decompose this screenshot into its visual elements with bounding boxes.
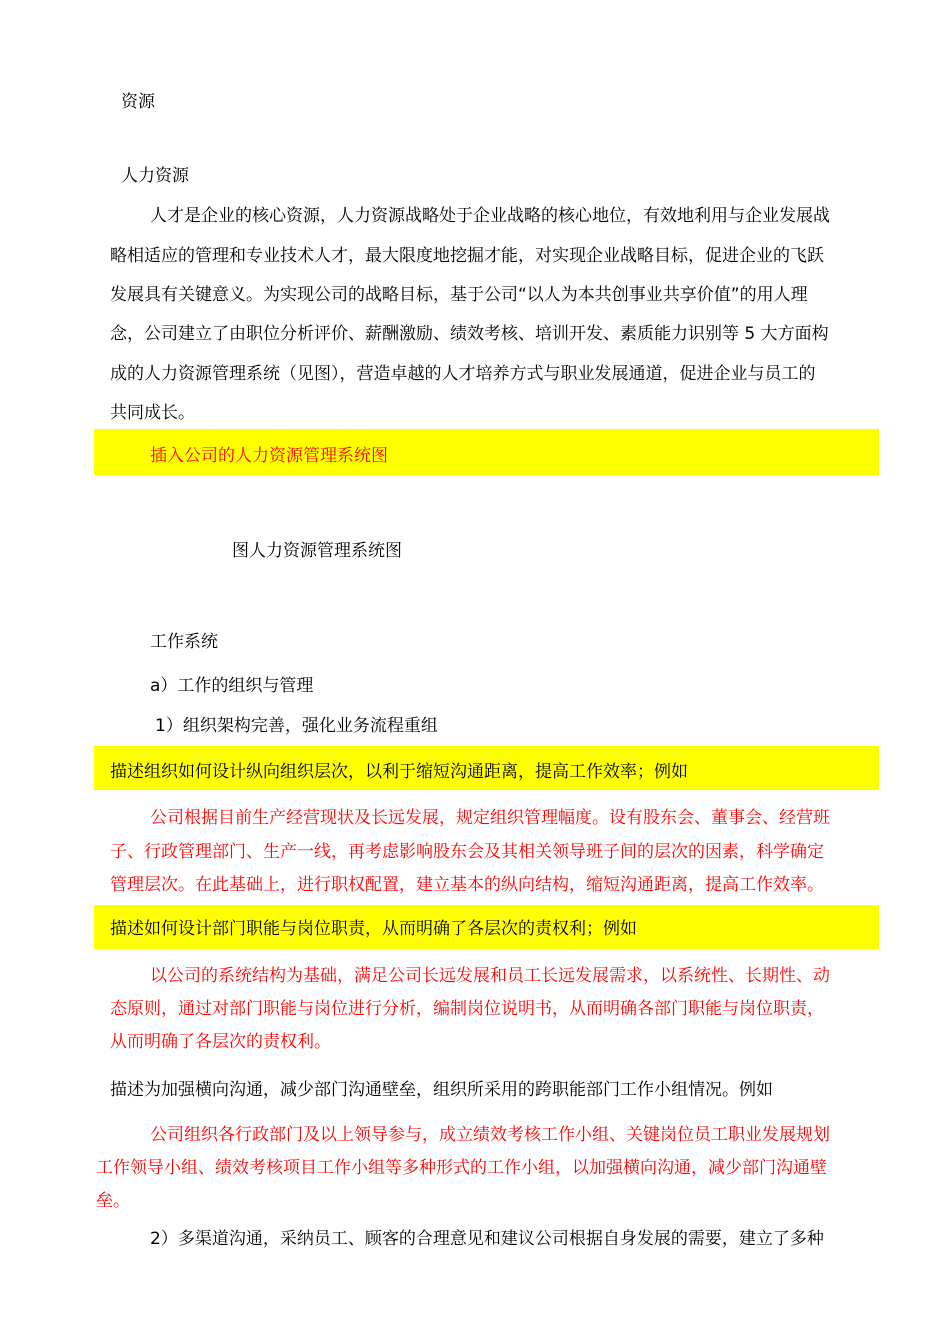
guide-text-1: 描述组织如何设计纵向组织层次，以利于缩短沟通距离，提高工作效率；例如	[110, 762, 688, 782]
section-heading-hr: 人力资源	[121, 166, 189, 186]
intro-line: 成的人力资源管理系统（见图），营造卓越的人才培养方式与职业发展通道，促进企业与员工的	[110, 364, 816, 384]
intro-line: 共同成长。	[110, 403, 195, 423]
example-1-line: 管理层次。在此基础上，进行职权配置，建立基本的纵向结构，缩短沟通距离，提高工作效率。	[110, 875, 824, 895]
guide-text-2: 描述如何设计部门职能与岗位职责，从而明确了各层次的责权利；例如	[110, 919, 637, 939]
figure-caption: 图人力资源管理系统图	[232, 541, 402, 561]
example-1-line: 公司根据目前生产经营现状及长远发展，规定组织管理幅度。设有股东会、董事会、经营班	[150, 808, 830, 828]
example-2-line: 态原则，通过对部门职能与岗位进行分析，编制岗位说明书，从而明确各部门职能与岗位职责，	[110, 999, 824, 1019]
item-heading-1: 1）组织架构完善，强化业务流程重组	[155, 716, 438, 736]
item-heading-2: 2）多渠道沟通，采纳员工、顾客的合理意见和建议公司根据自身发展的需要，建立了多种	[150, 1229, 824, 1249]
example-3-line: 垒。	[96, 1191, 130, 1211]
intro-line: 念，公司建立了由职位分析评价、薪酬激励、绩效考核、培训开发、素质能力识别等 5 大方面构	[110, 324, 829, 344]
intro-line: 人才是企业的核心资源，人力资源战略处于企业战略的核心地位，有效地利用与企业发展战	[150, 206, 830, 226]
insert-note: 插入公司的人力资源管理系统图	[150, 446, 388, 466]
section-heading-work-system: 工作系统	[150, 632, 218, 652]
intro-line: 发展具有关键意义。为实现公司的战略目标，基于公司“以人为本共创事业共享价值”的用人理	[110, 285, 808, 305]
example-3-line: 工作领导小组、绩效考核项目工作小组等多种形式的工作小组，以加强横向沟通，减少部门沟通壁	[96, 1158, 827, 1178]
intro-line: 略相适应的管理和专业技术人才，最大限度地挖掘才能，对实现企业战略目标，促进企业的飞跃	[110, 246, 824, 266]
example-2-line: 以公司的系统结构为基础，满足公司长远发展和员工长远发展需求，以系统性、长期性、动	[150, 966, 830, 986]
example-2-line: 从而明确了各层次的责权利。	[110, 1032, 331, 1052]
subsection-heading-a: a）工作的组织与管理	[150, 676, 314, 696]
example-1-line: 子、行政管理部门、生产一线，再考虑影响股东会及其相关领导班子间的层次的因素，科学确定	[110, 842, 824, 862]
section-heading-resources: 资源	[121, 92, 155, 112]
guide-text-3: 描述为加强横向沟通，减少部门沟通壁垒，组织所采用的跨职能部门工作小组情况。例如	[110, 1080, 773, 1100]
example-3-line: 公司组织各行政部门及以上领导参与，成立绩效考核工作小组、关键岗位员工职业发展规划	[150, 1125, 830, 1145]
